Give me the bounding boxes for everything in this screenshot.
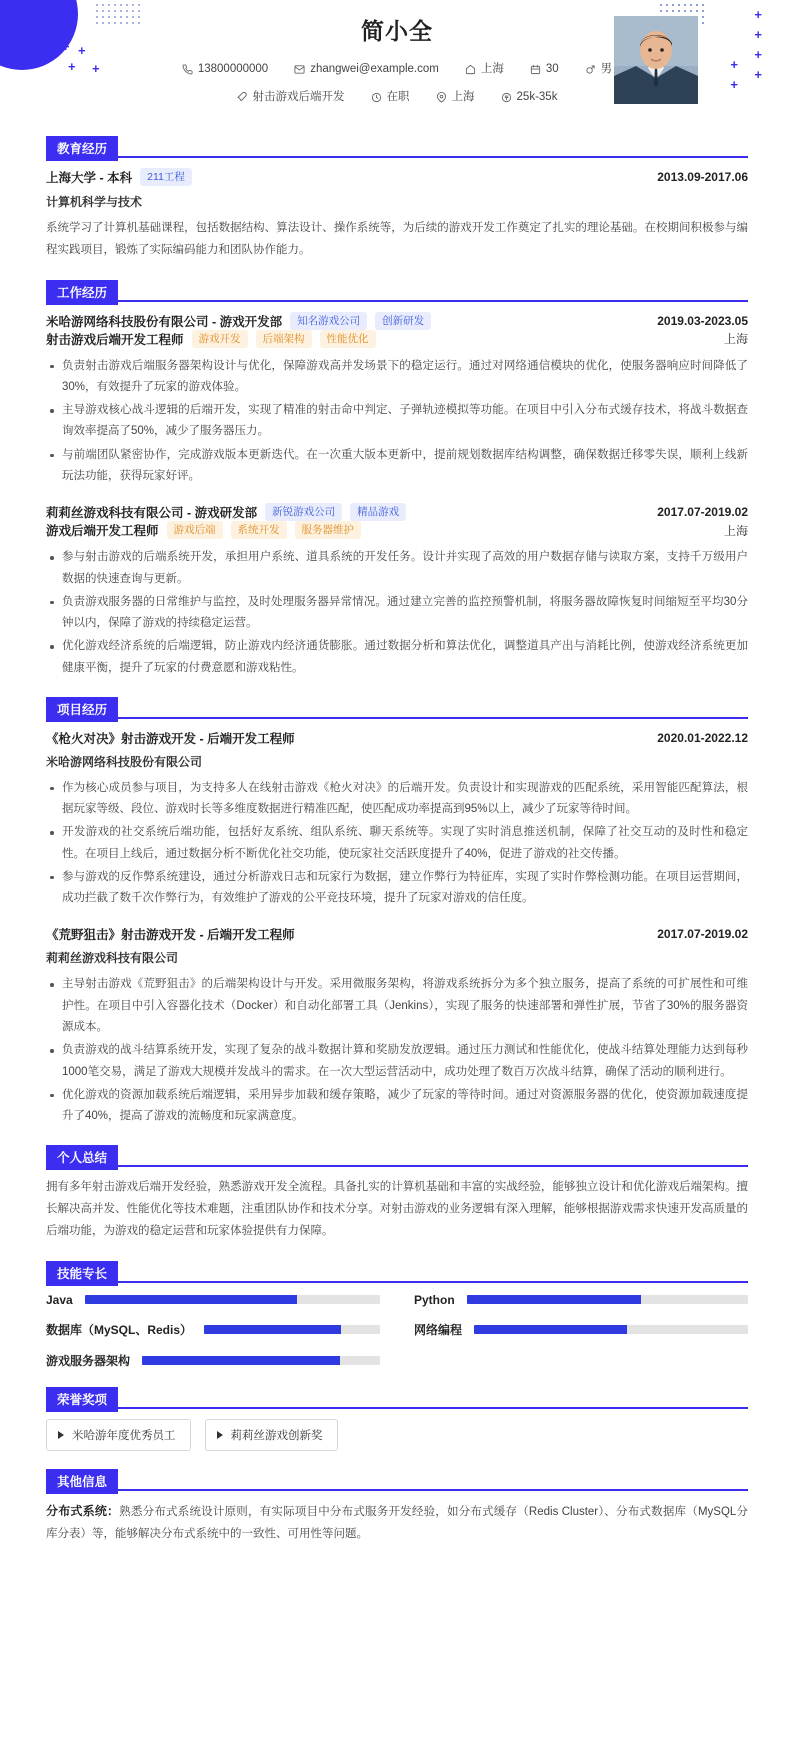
section-header-projects	[46, 697, 748, 719]
contact-salary-text: 25k-35k	[516, 91, 558, 103]
section-work	[0, 280, 794, 679]
section-rule	[46, 1489, 748, 1491]
other-item-text: 熟悉分布式系统设计原则，有实际项目中分布式服务开发经验，如分布式缓存（Redis Cluster）、分布式数据库（MySQL分库分表）等，能够解决分布式系统中的一致性、可用性等问题。	[46, 1505, 748, 1541]
section-header-skills	[46, 1261, 748, 1283]
section-rule	[46, 1165, 748, 1167]
section-skills	[0, 1261, 794, 1369]
contact-position	[237, 87, 345, 107]
skill-bar	[474, 1325, 748, 1334]
education-major: 计算机科学与技术	[46, 195, 143, 209]
plus-icon: +	[32, 7, 40, 22]
summary-text: 拥有多年射击游戏后端开发经验，熟悉游戏开发全流程。具备扎实的计算机基础和丰富的实战经验，能够独立设计和优化游戏后端架构。擅长解决高并发、性能优化等技术难题，注重团队协作和技术分享。对射击游戏的业务逻辑有深入理解，能够根据游戏需求快速开发高质量的后端功能，为游戏的稳定运营和玩家体验提供有力保障。	[46, 1181, 748, 1238]
contact-gender-text: 男	[600, 63, 613, 75]
section-title-projects: 项目经历	[46, 697, 118, 722]
work-role: 射击游戏后端开发工程师	[46, 332, 184, 347]
contact-location-text: 上海	[451, 91, 475, 103]
section-header-education	[46, 136, 748, 158]
award-item[interactable]	[205, 1419, 338, 1451]
plus-icon: +	[754, 47, 762, 62]
contact-location	[436, 87, 475, 107]
contact-gender	[585, 59, 613, 79]
section-other	[0, 1469, 794, 1570]
page-title: 简小全	[361, 18, 433, 44]
project-entry-head	[46, 925, 748, 943]
work-location: 上海	[723, 523, 748, 538]
work-location: 上海	[723, 332, 748, 347]
work-company: 莉莉丝游戏科技有限公司 - 游戏研发部	[46, 506, 258, 521]
plus-icon: +	[754, 67, 762, 82]
work-date: 2017.07-2019.02	[657, 505, 748, 520]
project-bullet: 主导射击游戏《荒野狙击》的后端架构设计与开发。采用微服务架构，将游戏系统拆分为多个独立服务，提高了系统的可扩展性和可维护性。在项目中引入容器化技术（Docker）和自动化部署工具（Jenkins），实现了服务的快速部署和弹性扩展，节省了30%的服务器资源成本。	[46, 974, 748, 1038]
contact-city-text: 上海	[480, 63, 504, 75]
skill-bar	[85, 1295, 380, 1304]
plus-icon: +	[68, 59, 76, 74]
section-title-work: 工作经历	[46, 280, 118, 305]
avatar	[614, 16, 698, 104]
work-entry	[46, 503, 748, 679]
section-title-education: 教育经历	[46, 136, 118, 161]
skill-name: Java	[46, 1292, 73, 1307]
age-icon	[530, 64, 541, 75]
contact-position-text: 射击游戏后端开发	[252, 91, 345, 103]
work-entry-head	[46, 503, 748, 521]
work-role-chip: 服务器维护	[295, 521, 362, 539]
skill-bar	[204, 1325, 380, 1334]
plus-icon: +	[62, 39, 70, 54]
location-icon	[436, 92, 447, 103]
work-bullet: 参与射击游戏的后端系统开发，承担用户系统、道具系统的开发任务。设计并实现了高效的用户数据存储与读取方案，支持千万级用户数据的快速查询与更新。	[46, 547, 748, 590]
work-bullet: 优化游戏经济系统的后端逻辑，防止游戏内经济通货膨胀。通过数据分析和算法优化，调整道具产出与消耗比例，使游戏经济系统更加健康平衡，提升了玩家的付费意愿和游戏粘性。	[46, 636, 748, 679]
education-date: 2013.09-2017.06	[657, 170, 748, 184]
section-header-summary	[46, 1145, 748, 1167]
work-role-wrap	[46, 330, 376, 348]
work-company-wrap	[46, 312, 431, 330]
project-name-wrap	[46, 729, 295, 747]
contact-salary	[501, 87, 558, 107]
project-entry-head	[46, 729, 748, 747]
project-name-wrap	[46, 925, 295, 943]
work-role-chip: 性能优化	[320, 330, 376, 348]
project-entry	[46, 729, 748, 910]
section-awards	[0, 1387, 794, 1451]
skill-bar-fill	[142, 1356, 340, 1365]
project-bullet: 开发游戏的社交系统后端功能，包括好友系统、组队系统、聊天系统等。实现了实时消息推送机制，保障了社交互动的及时性和稳定性。在项目上线后，通过数据分析不断优化社交功能，使玩家社交活跃度提升了40%，促进了游戏的社交传播。	[46, 822, 748, 865]
section-header-work	[46, 280, 748, 302]
project-bullet: 作为核心成员参与项目，为支持多人在线射击游戏《枪火对决》的后端开发。负责设计和实现游戏的匹配系统，采用智能匹配算法，根据玩家等级、段位、游戏时长等多维度数据进行精准匹配，使匹配成功率提高到95%以上，减少了玩家等待时间。	[46, 778, 748, 821]
skill-name: Python	[414, 1292, 455, 1307]
work-chip: 知名游戏公司	[290, 312, 367, 330]
work-date: 2019.03-2023.05	[657, 313, 748, 328]
mail-icon	[294, 64, 305, 75]
project-company: 莉莉丝游戏科技有限公司	[46, 951, 179, 966]
work-bullets	[46, 547, 748, 679]
section-rule	[46, 717, 748, 719]
award-item[interactable]	[46, 1419, 191, 1451]
project-name: 《枪火对决》射击游戏开发 - 后端开发工程师	[46, 731, 295, 746]
skill-name: 游戏服务器架构	[46, 1353, 131, 1368]
work-bullet: 负责游戏服务器的日常维护与监控，及时处理服务器异常情况。通过建立完善的监控预警机制，将服务器故障恢复时间缩短至平均30分钟以内，保障了游戏的持续稳定运营。	[46, 592, 748, 635]
work-role-chip: 游戏后端	[167, 521, 223, 539]
skill-bar-fill	[85, 1295, 298, 1304]
work-role-row	[46, 521, 748, 539]
contact-email	[294, 59, 439, 79]
contact-age	[530, 59, 559, 79]
plus-icon: +	[92, 61, 100, 76]
work-bullet: 主导游戏核心战斗逻辑的后端开发，实现了精准的射击命中判定、子弹轨迹模拟等功能。在项目中引入分布式缓存技术，将战斗数据查询效率提高了50%，减少了服务器压力。	[46, 400, 748, 443]
section-title-other: 其他信息	[46, 1469, 118, 1494]
resume-header	[0, 0, 794, 118]
skills-grid	[46, 1293, 748, 1369]
award-label: 米哈游年度优秀员工	[72, 1429, 176, 1442]
home-icon	[465, 64, 476, 75]
contact-status	[371, 87, 410, 107]
project-date: 2017.07-2019.02	[657, 927, 748, 942]
plus-icon: +	[730, 57, 738, 72]
project-company: 米哈游网络科技股份有限公司	[46, 754, 203, 769]
skill-item	[46, 1352, 380, 1369]
plus-icon: +	[34, 31, 42, 46]
skill-item	[46, 1293, 380, 1307]
work-entry	[46, 312, 748, 488]
education-entry	[46, 168, 748, 262]
education-entry-head	[46, 168, 748, 186]
contact-email-text: zhangwei@example.com	[310, 63, 439, 75]
section-rule	[46, 300, 748, 302]
section-projects	[0, 697, 794, 1127]
other-item	[46, 1501, 748, 1546]
contact-phone-text: 13800000000	[197, 63, 269, 75]
skill-bar-fill	[467, 1295, 641, 1304]
section-rule	[46, 1407, 748, 1409]
play-triangle-icon	[58, 1431, 64, 1439]
project-entry	[46, 925, 748, 1127]
contact-phone	[182, 59, 268, 79]
skill-item	[414, 1321, 748, 1338]
section-education	[0, 136, 794, 262]
project-bullets	[46, 974, 748, 1127]
skill-bar-fill	[204, 1325, 341, 1334]
work-bullets	[46, 356, 748, 488]
plus-icon: +	[730, 77, 738, 92]
salary-icon	[501, 92, 512, 103]
skill-bar	[467, 1295, 748, 1304]
education-chip: 211工程	[140, 168, 192, 186]
work-company-wrap	[46, 503, 406, 521]
section-header-other	[46, 1469, 748, 1491]
contact-status-text: 在职	[386, 91, 410, 103]
section-header-awards	[46, 1387, 748, 1409]
work-bullet: 与前端团队紧密协作，完成游戏版本更新迭代。在一次重大版本更新中，提前规划数据库结构调整，确保数据迁移零失误，顺利上线新玩法功能，获得玩家好评。	[46, 445, 748, 488]
skill-bar	[142, 1356, 380, 1365]
skill-item	[414, 1293, 748, 1307]
section-summary	[0, 1145, 794, 1243]
rocket-icon	[237, 92, 248, 103]
plus-icon: +	[754, 7, 762, 22]
work-bullet: 负责射击游戏后端服务器架构设计与优化，保障游戏高并发场景下的稳定运行。通过对网络通信模块的优化，使服务器响应时间降低了30%，有效提升了玩家的游戏体验。	[46, 356, 748, 399]
project-bullet: 负责游戏的战斗结算系统开发，实现了复杂的战斗数据计算和奖励发放逻辑。通过压力测试和性能优化，使战斗结算处理能力达到每秒1000笔交易，满足了游戏大规模并发战斗的需求。在一次大型运营活动中，成功处理了数百万次战斗结算，确保了活动的顺利进行。	[46, 1040, 748, 1083]
contact-city	[465, 59, 504, 79]
award-label: 莉莉丝游戏创新奖	[230, 1429, 323, 1442]
project-date: 2020.01-2022.12	[657, 730, 748, 745]
section-rule	[46, 1281, 748, 1283]
work-role-row	[46, 330, 748, 348]
work-chip: 新锐游戏公司	[265, 503, 342, 521]
phone-icon	[182, 64, 193, 75]
plus-icon: +	[78, 43, 86, 58]
skill-bar-fill	[474, 1325, 627, 1334]
work-entry-head	[46, 312, 748, 330]
skill-name: 网络编程	[414, 1322, 463, 1337]
project-bullet: 优化游戏的资源加载系统后端逻辑，采用异步加载和缓存策略，减少了玩家的等待时间。通过对资源服务器的优化，使资源加载速度提升了40%，提高了游戏的流畅度和玩家满意度。	[46, 1085, 748, 1128]
plus-icon: +	[754, 27, 762, 42]
project-name: 《荒野狙击》射击游戏开发 - 后端开发工程师	[46, 928, 295, 943]
play-triangle-icon	[217, 1431, 223, 1439]
education-description: 系统学习了计算机基础课程，包括数据结构、算法设计、操作系统等，为后续的游戏开发工作奠定了扎实的理论基础。在校期间积极参与编程实践项目，锻炼了实际编码能力和团队协作能力。	[46, 222, 748, 256]
work-chip: 创新研发	[375, 312, 431, 330]
education-school-wrap	[46, 168, 192, 186]
education-school: 上海大学 - 本科	[46, 171, 133, 185]
work-role-chip: 系统开发	[231, 521, 287, 539]
status-icon	[371, 92, 382, 103]
work-company: 米哈游网络科技股份有限公司 - 游戏开发部	[46, 314, 283, 329]
section-rule	[46, 156, 748, 158]
contact-age-text: 30	[545, 63, 559, 75]
skill-item	[46, 1321, 380, 1338]
work-role-wrap	[46, 521, 361, 539]
work-role-chip: 后端架构	[256, 330, 312, 348]
project-bullets	[46, 778, 748, 910]
section-title-summary: 个人总结	[46, 1145, 118, 1170]
other-item-label: 分布式系统：	[46, 1503, 120, 1518]
skill-name: 数据库（MySQL、Redis）	[46, 1322, 193, 1337]
work-role: 游戏后端开发工程师	[46, 524, 159, 539]
section-title-awards: 荣誉奖项	[46, 1387, 118, 1412]
gender-icon	[585, 64, 596, 75]
plus-icon: +	[62, 13, 70, 28]
project-bullet: 参与游戏的反作弊系统建设，通过分析游戏日志和玩家行为数据，建立作弊行为特征库，实现了实时作弊检测功能。在项目运营期间，成功拦截了数千次作弊行为，有效维护了游戏的公平竞技环境，提升了玩家对游戏的信任度。	[46, 867, 748, 910]
work-chip: 精品游戏	[350, 503, 406, 521]
work-role-chip: 游戏开发	[192, 330, 248, 348]
section-title-skills: 技能专长	[46, 1261, 118, 1286]
awards-list	[46, 1419, 748, 1451]
